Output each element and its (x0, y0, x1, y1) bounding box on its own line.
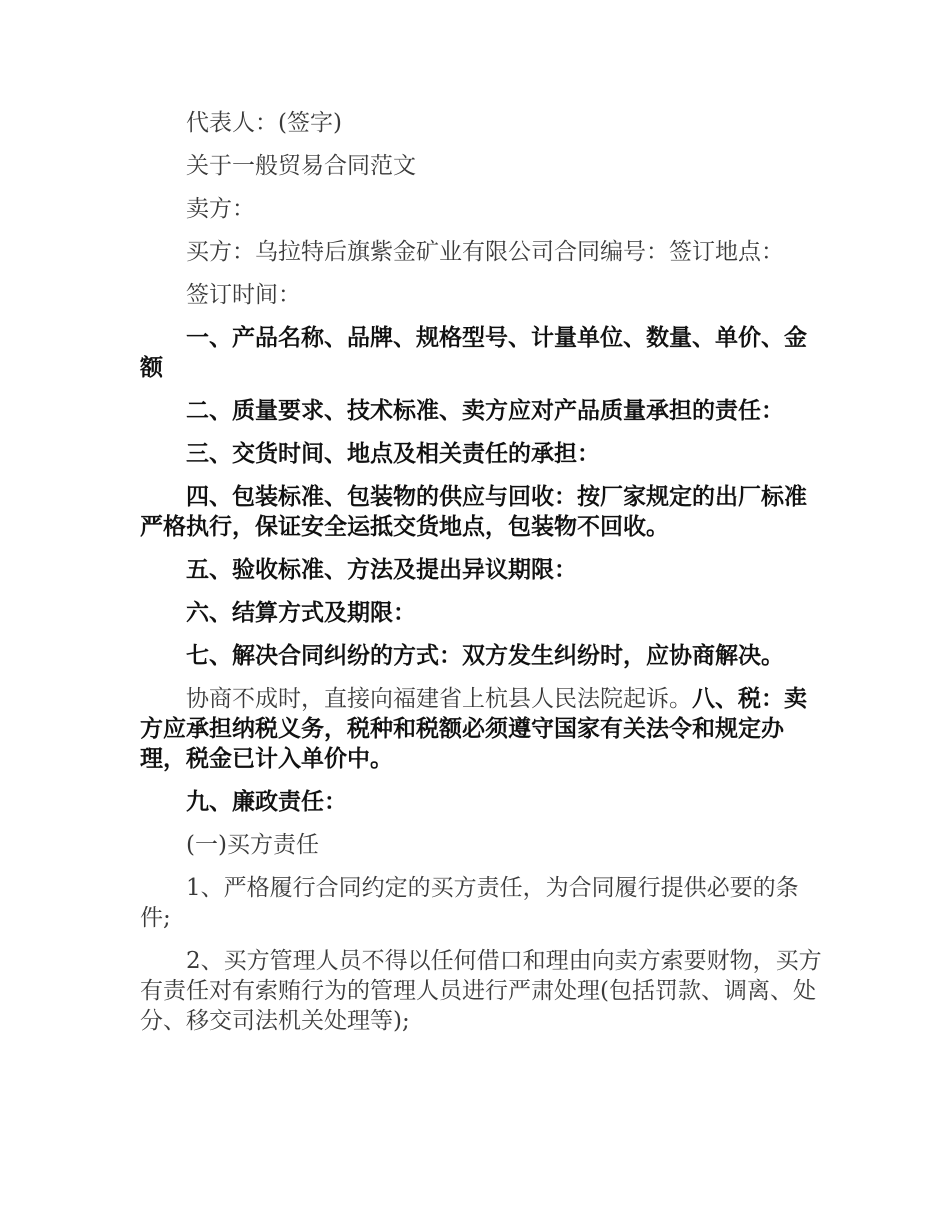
buyer-responsibility-item-2: 2、买方管理人员不得以任何借口和理由向卖方索要财物，买方有责任对有索贿行为的管理人员进行严肃处理(包括罚款、调离、处分、移交司法机关处理等); (140, 948, 822, 1034)
buyer-responsibility-heading: (一)买方责任 (186, 832, 319, 858)
clause-2-heading: 二、质量要求、技术标准、卖方应对产品质量承担的责任： (186, 397, 784, 424)
clause-5-heading: 五、验收标准、方法及提出异议期限： (186, 556, 577, 583)
clause-7-dispute: 七、解决合同纠纷的方式：双方发生纠纷时，应协商解决。 (186, 642, 784, 669)
document-title: 关于一般贸易合同范文 (186, 153, 416, 179)
buyer-line: 买方：乌拉特后旗紫金矿业有限公司合同编号：签订地点： (186, 239, 784, 265)
clause-6-heading: 六、结算方式及期限： (186, 599, 416, 626)
representative-signature-line: 代表人：(签字) (186, 110, 342, 136)
clause-1-heading: 一、产品名称、品牌、规格型号、计量单位、数量、单价、金额 (140, 324, 807, 381)
litigation-sentence: 协商不成时，直接向福建省上杭县人民法院起诉。 (186, 686, 692, 712)
clause-3-heading: 三、交货时间、地点及相关责任的承担： (186, 440, 600, 467)
document-body (140, 108, 825, 1049)
seller-line: 卖方： (186, 196, 255, 222)
clause-7-continuation-and-clause-8 (140, 684, 825, 774)
clause-8-tax: 八、税：卖方应承担纳税义务，税种和税额必须遵守国家有关法令和规定办理，税金已计入单价中。 (140, 685, 807, 772)
buyer-responsibility-item-1: 1、严格履行合同约定的买方责任，为合同履行提供必要的条件; (140, 875, 799, 931)
signing-time-line: 签订时间： (186, 282, 301, 308)
clause-9-heading: 九、廉政责任： (186, 788, 347, 815)
clause-4-packaging: 四、包装标准、包装物的供应与回收：按厂家规定的出厂标准严格执行，保证安全运抵交货地点，包装物不回收。 (140, 483, 807, 540)
